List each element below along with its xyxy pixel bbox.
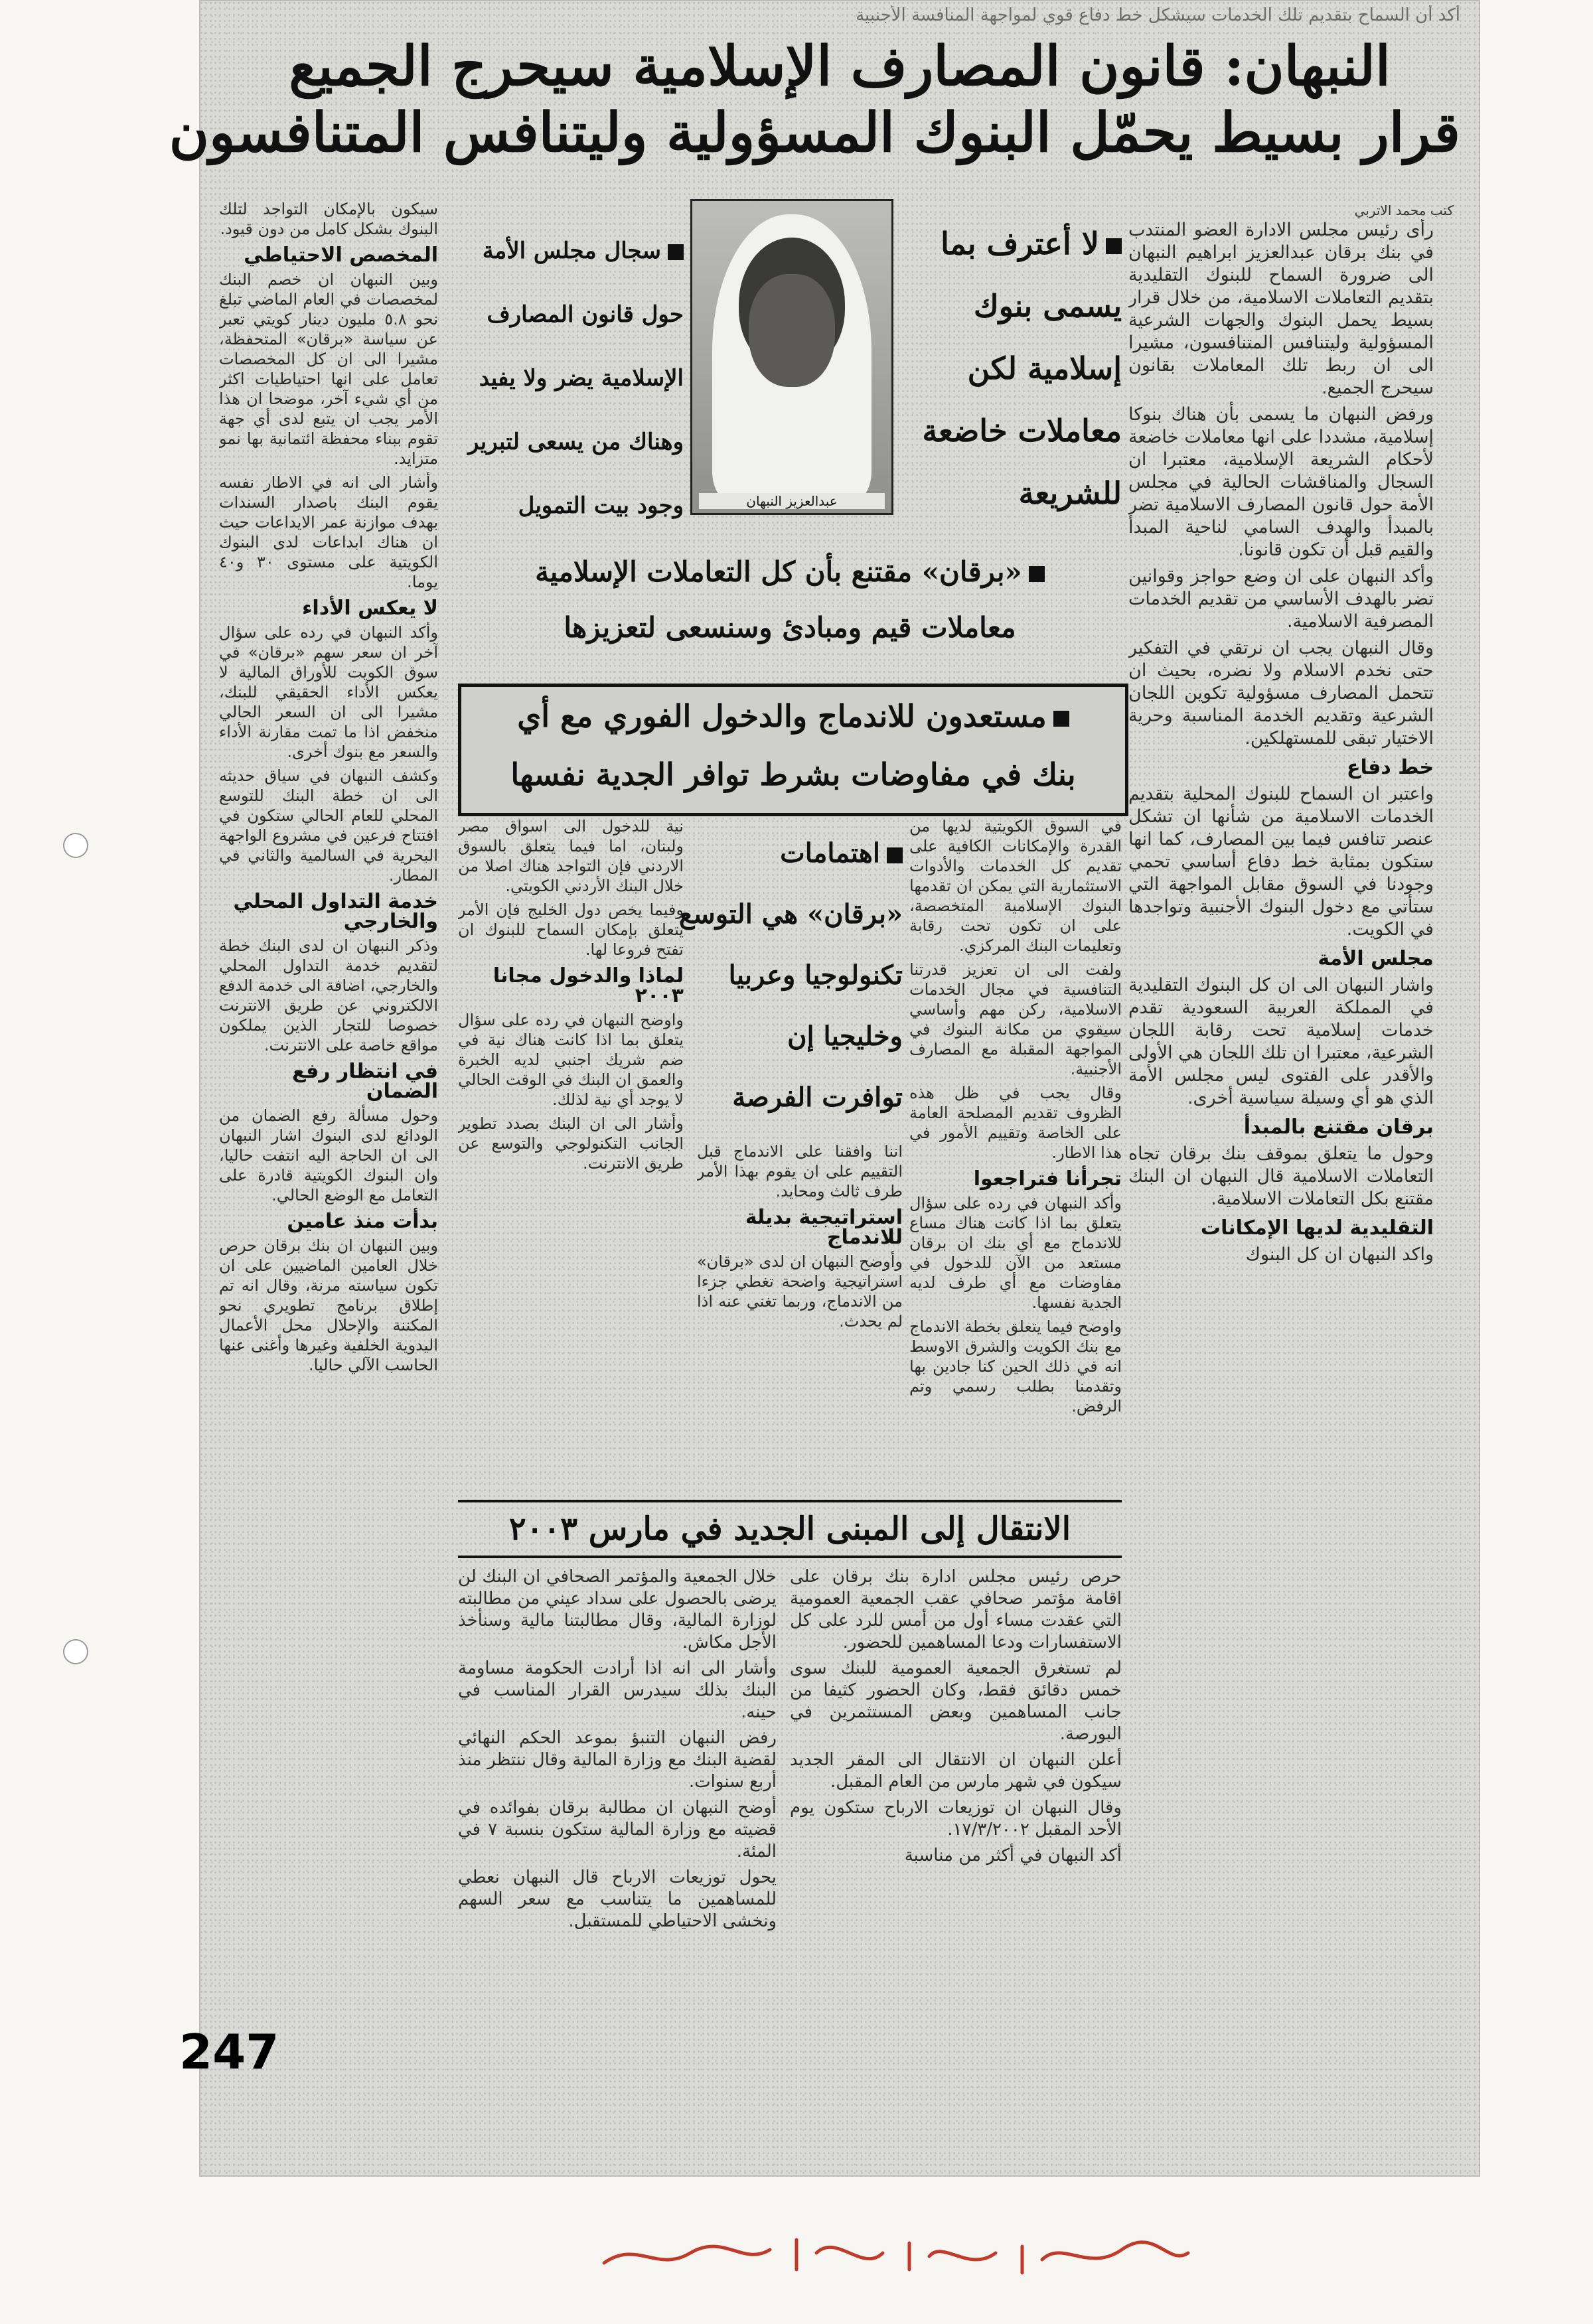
paragraph: وأشار الى انه اذا أرادت الحكومة مساومة البنك بذلك سيدرس القرار المناسب في حينه. — [458, 1658, 777, 1722]
paragraph: وكشف النبهان في سياق حديثه الى ان خطة البنك للتوسع المحلي للعام الحالي ستكون في افتتاح فرعين في مشروع الواجهة البحرية في السالمية والثاني في المطار. — [219, 766, 438, 885]
column-left — [219, 199, 438, 2110]
banner-new-building — [458, 1500, 1122, 1558]
paragraph: وحول مسألة رفع الضمان من الودائع لدى البنوك اشار النبهان الى ان الحاجة اليه انتفت حاليا، وان البنوك الكويتية قادرة على التعامل مع الوضع الحالي. — [219, 1106, 438, 1204]
quote-line: للشريعة — [1018, 475, 1122, 511]
paragraph: واوضح النبهان في رده على سؤال يتعلق بما اذا كانت هناك نية في ضم شريك اجنبي لديه الخبرة والعمق ان البنك في الوقت الحالي لا يوجد أي نية لذلك. — [458, 1011, 684, 1109]
quote-line: يسمى بنوك — [973, 288, 1122, 324]
paragraph: أكد النبهان في أكثر من مناسبة — [904, 1846, 1122, 1865]
column-mid-c — [697, 1141, 903, 1467]
pull-quote-2 — [458, 219, 684, 538]
paragraph: وقال النبهان ان توزيعات الارباح ستكون يوم الأحد المقبل ١٧/٣/٢٠٠٢. — [790, 1798, 1122, 1840]
quote-line: تكنولوجيا وعربيا — [728, 960, 903, 991]
paragraph: يحول توزيعات الارباح قال النبهان نعطي للمساهمين ما يتناسب مع سعر السهم ونخشى الاحتياطي للمستقبل. — [458, 1867, 777, 1931]
page-number: 247 — [179, 2024, 279, 2080]
subheading: المخصص الاحتياطي — [244, 244, 438, 267]
paragraph: واشار النبهان الى ان كل البنوك التقليدية في المملكة العربية السعودية تقدم خدمات إسلامية تحت رقابة اللجان الشرعية، معتبرا ان تلك اللجان هي الأولى والأقدر على الفتوى ليس مجلس الأمة الذي هو أي وسيلة سياسية أخرى. — [1128, 975, 1434, 1108]
paragraph: وأكد النبهان في رده على سؤال آخر ان سعر سهم «برقان» في سوق الكويت للأوراق المالية لا يعكس الأداء الحقيقي للبنك، مشيرا الى ان السعر الحالي منخفض اذا ما تمت مقارنة الأداء والسعر مع بنوك أخرى. — [219, 623, 438, 761]
quote-line: سجال مجلس الأمة — [458, 219, 684, 283]
column-right — [1128, 219, 1434, 1878]
subheading: برقان مقتنع بالمبدأ — [1243, 1116, 1434, 1139]
subheading: مجلس الأمة — [1318, 947, 1434, 970]
paragraph: وبين النبهان ان خصم البنك لمخصصات في العام الماضي تبلغ نحو ٥.٨ مليون دينار كويتي تعبر عن سياسة «برقان» المتحفظة، مشيرا الى ان كل المخصصات تعامل على انها احتياطيات اكثر من أي شيء آخر، موضحا ان هذا الأمر يجب ان يتبع لدى أي جهة تقوم ببناء محفظة ائتمانية بها نمو متزايد. — [219, 270, 438, 468]
quote-line: لا أعترف بما — [909, 212, 1122, 275]
headline-line-1: النبهان: قانون المصارف الإسلامية سيحرج الجميع — [289, 35, 1391, 98]
paragraph: وقال النبهان يجب ان نرتقي في التفكير حتى نخدم الاسلام ولا نضره، بحيث ان تتحمل المصارف مسؤولية تكوين اللجان الشرعية وتقديم الخدمة المناسبة وحرية الاختيار تبقى للمستهلكين. — [1128, 638, 1434, 749]
paragraph: وقال يجب في ظل هذه الظروف تقديم المصلحة العامة على الخاصة وتقييم الأمور في هذا الاطار. — [909, 1084, 1122, 1162]
paragraph: وأشار الى انه في الاطار نفسه يقوم البنك باصدار السندات بهدف موازنة عمر الايداعات حيث ان هناك ابداعات لدى البنوك الكويتية على مستوى ٣٠ و٤٠ يوما. — [219, 473, 438, 591]
portrait-photo — [690, 199, 893, 515]
paragraph: ورفض النبهان ما يسمى بأن هناك بنوكا إسلامية، مشددا على انها معاملات خاضعة لأحكام الشريعة الإسلامية، معتبرا ان السجال والمناقشات الحالية في مجلس الأمة حول قانون المصارف الاسلامية تضر بالمبدأ والهدف السامي لناحية المبدأ والقيم قبل أن تكون قانونا. — [1128, 404, 1434, 560]
punch-hole — [63, 1639, 88, 1664]
paragraph: في السوق الكويتية لديها من القدرة والإمكانات الكافية على تقديم كل الخدمات والأدوات الاستثمارية التي يمكن ان تقدمها البنوك الإسلامية المتخصصة، على ان تكون تحت رقابة وتعليمات البنك المركزي. — [909, 817, 1122, 955]
quote-line: وهناك من يسعى لتبرير — [468, 429, 684, 455]
subheading: خط دفاع — [1347, 756, 1434, 779]
banner-merger — [458, 684, 1128, 816]
paragraph: أوضح النبهان ان مطالبة برقان بفوائده في قضيته مع وزارة المالية ستكون بنسبة ٧ في المئة. — [458, 1798, 777, 1861]
quote-line: معاملات قيم ومبادئ وسنسعى لتعزيزها — [564, 611, 1016, 644]
pull-quote-1 — [909, 212, 1122, 524]
column-bottom-left — [458, 1566, 777, 2137]
main-headline — [169, 33, 1460, 166]
headline-line-2: قرار بسيط يحمّل البنوك المسؤولية وليتنافس المتنافسون — [169, 101, 1460, 165]
banner-line: الانتقال إلى المبنى الجديد في مارس ٢٠٠٣ — [508, 1510, 1071, 1548]
quote-line: «برقان» مقتنع بأن كل التعاملات الإسلامية — [458, 544, 1122, 600]
byline: كتب محمد الاتربي — [1354, 202, 1454, 218]
quote-line: وخليجيا إن — [787, 1021, 903, 1052]
column-bottom-right — [790, 1566, 1122, 2137]
handwritten-date-note — [597, 2226, 1195, 2280]
paragraph: سيكون بالإمكان التواجد لتلك البنوك بشكل كامل من دون قيود. — [219, 200, 438, 238]
subheading: استراتيجية بديلة للاندماج — [745, 1206, 903, 1249]
paragraph: رفض النبهان التنبؤ بموعد الحكم النهائي لقضية البنك مع وزارة المالية وقال ننتظر منذ أربع سنوات. — [458, 1728, 777, 1792]
subheading: خدمة التداول المحلي والخارجي — [233, 890, 438, 933]
pull-quote-5 — [678, 823, 903, 1128]
quote-line: الإسلامية يضر ولا يفيد — [479, 365, 684, 392]
paragraph: وفيما يخص دول الخليج فإن الأمر يتعلق بإمكان السماح للبنوك ان تفتح فروعا لها. — [458, 901, 684, 959]
quote-line: وجود بيت التمويل — [518, 492, 684, 519]
subheading: لا يعكس الأداء — [302, 597, 438, 620]
quote-line: إسلامية لكن — [967, 350, 1122, 386]
paragraph: خلال الجمعية والمؤتمر الصحافي ان البنك لن يرضى بالحصول على سداد عيني من مطالبته لوزارة المالية، وقال مطالبتنا مالية وسنأخذ الأجل مكاش. — [458, 1567, 777, 1652]
punch-hole — [63, 833, 88, 858]
paragraph: وحول ما يتعلق بموقف بنك برقان تجاه التعاملات الاسلامية قال النبهان ان البنك مقتنع بكل التعاملات الاسلامية. — [1128, 1143, 1434, 1209]
quote-line: توافرت الفرصة — [732, 1082, 903, 1113]
paragraph: حرص رئيس مجلس ادارة بنك برقان على اقامة مؤتمر صحافي عقب الجمعية العمومية التي عقدت مساء أول من أمس للرد على كل الاستفسارات ودعا المساهمين للحضور. — [790, 1567, 1122, 1652]
paragraph: لم تستغرق الجمعية العمومية للبنك سوى خمس دقائق فقط، وكان الحضور كثيفا من جانب المساهمين وبعض المستثمرين في البورصة. — [790, 1658, 1122, 1744]
subheading: لماذا والدخول مجانا ٢٠٠٣ — [493, 964, 684, 1007]
quote-line: اهتمامات — [697, 823, 903, 884]
paragraph: أعلن النبهان ان الانتقال الى المقر الجديد سيكون في شهر مارس من العام المقبل. — [790, 1750, 1122, 1792]
photo-caption: عبدالعزيز النبهان — [699, 493, 885, 509]
subheading: تجرأنا فتراجعوا — [973, 1167, 1122, 1191]
quote-line: حول قانون المصارف — [487, 301, 684, 328]
paragraph: وأشار الى ان البنك بصدد تطوير الجانب التكنولوجي والتوسع عن طريق الانترنت. — [458, 1114, 684, 1173]
paragraph: اننا وافقنا على الاندماج قبل التقييم على ان يقوم بهذا الأمر طرف ثالث ومحايد. — [697, 1142, 903, 1200]
paragraph: وأكد النبهان في رده على سؤال يتعلق بما اذا كانت هناك مساع للاندماج مع أي بنك ان برقان مستعد من الآن للدخول في مفاوضات مع أي طرف لديه الجدية نفسها. — [909, 1194, 1122, 1312]
subheading: في انتظار رفع الضمان — [292, 1060, 438, 1103]
pull-quote-3 — [458, 544, 1122, 656]
paragraph: وأكد النبهان على ان وضع حواجز وقوانين تضر بالهدف الأساسي من تقديم الخدمات المصرفية الاسلامية. — [1128, 566, 1434, 632]
paragraph: وأوضح النبهان ان لدى «برقان» استراتيجية واضحة تغطي جزءا من الاندماج، وربما تغني عنه اذا لم يحدث. — [697, 1252, 903, 1331]
quote-line: «برقان» هي التوسع — [678, 899, 903, 930]
paragraph: واوضح فيما يتعلق بخطة الاندماج مع بنك الكويت والشرق الاوسط انه في ذلك الحين كنا جادين بها وتقدمنا بطلب رسمي وتم الرفض. — [909, 1317, 1122, 1416]
subheading: بدأت منذ عامين — [287, 1210, 438, 1233]
column-mid-a — [909, 816, 1122, 1467]
quote-line: معاملات خاضعة — [922, 413, 1122, 449]
paragraph: وذكر النبهان ان لدى البنك خطة لتقديم خدمة التداول المحلي والخارجي، اضافة الى خدمة الدفع الالكتروني عن طريق الانترنت خصوصا للتجار الذين يملكون مواقع خاصة على الانترنت. — [219, 936, 438, 1054]
banner-line: بنك في مفاوضات بشرط توافر الجدية نفسها — [510, 757, 1076, 792]
top-kicker: أكد أن السماح بتقديم تلك الخدمات سيشكل خط دفاع قوي لمواجهة المنافسة الأجنبية — [856, 5, 1460, 25]
paragraph: نية للدخول الى اسواق مصر ولبنان، اما فيما يتعلق بالسوق الاردني فإن التواجد هناك اصلا من خلال البنك الأردني الكويتي. — [458, 817, 684, 895]
banner-line: مستعدون للاندماج والدخول الفوري مع أي — [461, 687, 1125, 745]
column-mid-b — [458, 816, 684, 1467]
paragraph: واعتبر ان السماح للبنوك المحلية بتقديم الخدمات الاسلامية من شأنها ان تشكل عنصر تنافس فيما بين المصارف، كما انها ستكون بمثابة خط دفاع أساسي تحمي وجودنا في السوق مقابل المواجهة التي ستأتي مع دخول البنوك الأجنبية وتواجدها في الكويت. — [1128, 784, 1434, 940]
paragraph: رأى رئيس مجلس الادارة العضو المنتدب في بنك برقان عبدالعزيز ابراهيم النبهان الى ضرورة السماح للبنوك التقليدية بتقديم التعاملات الاسلامية، من خلال قرار بسيط يحمل البنوك والجهات الشرعية المسؤولية وليتنافس المتنافسون، مشيرا الى ان ربط تلك المعاملات بقانون سيحرج الجميع. — [1128, 220, 1434, 398]
paragraph: ولفت الى ان تعزيز قدرتنا التنافسية في مجال الخدمات الاسلامية، ركن مهم وأساسي سيقوي من مكانة البنوك في المواجهة المقبلة مع المصارف الأجنبية. — [909, 960, 1122, 1078]
paragraph: واكد النبهان ان كل البنوك — [1245, 1244, 1434, 1265]
subheading: التقليدية لديها الإمكانات — [1200, 1216, 1434, 1240]
paragraph: وبين النبهان ان بنك برقان حرص خلال العامين الماضيين على ان تكون سياسته مرنة، وقال انه تم إطلاق برنامج تطويري نحو المكننة والإحلال محل الأعمال اليدوية الخلفية وغيرها وأغنى عنها الحاسب الآلي حاليا. — [219, 1236, 438, 1374]
